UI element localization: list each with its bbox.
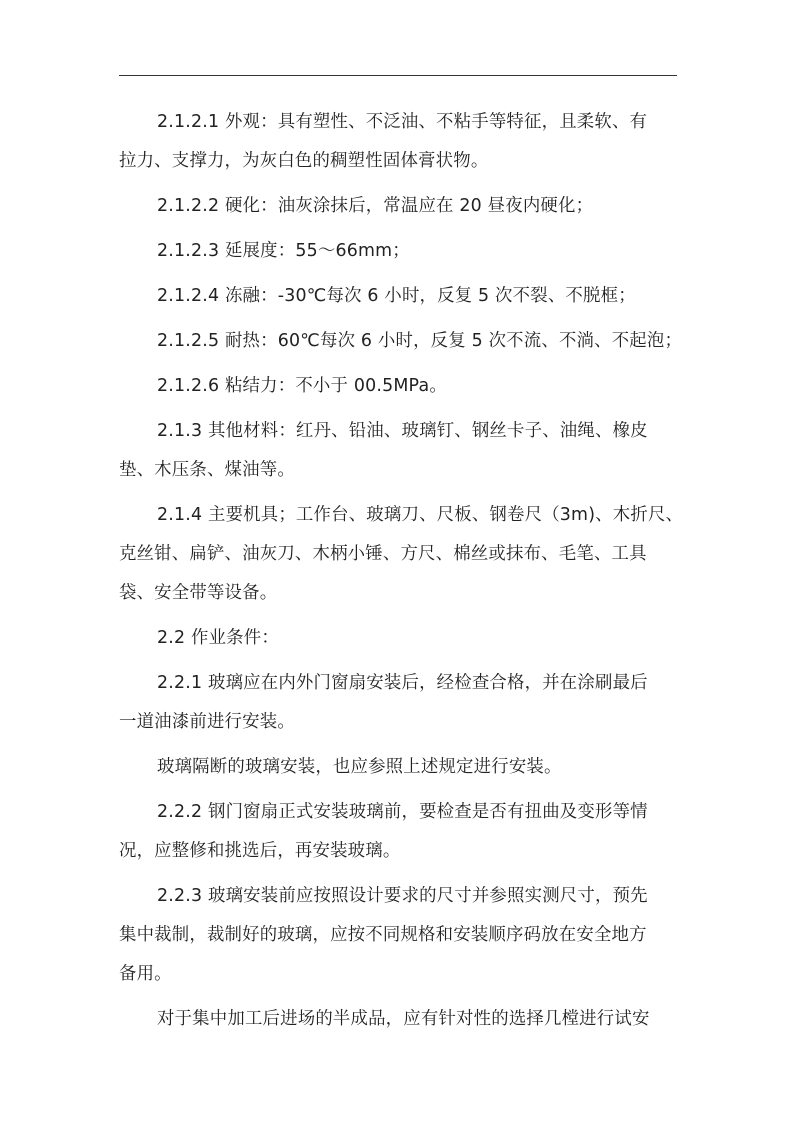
- paragraph-2-2-1: [119, 664, 677, 742]
- paragraph-2-1-2-5: [119, 322, 683, 361]
- paragraph-line: 克丝钳、扁铲、油灰刀、木柄小锤、方尺、棉丝或抹布、毛笔、工具: [119, 544, 647, 564]
- paragraph-2-1-4: [119, 496, 684, 613]
- paragraph-line: 2.1.2.4 冻融：-30℃每次 6 小时，反复 5 次不裂、不脱框；: [157, 286, 636, 306]
- paragraph-line: 况，应整修和挑选后，再安装玻璃。: [119, 841, 401, 861]
- paragraph-semi-finished: [119, 1000, 677, 1039]
- paragraph-line: 2.1.2.2 硬化：油灰涂抹后，常温应在 20 昼夜内硬化；: [157, 196, 594, 216]
- paragraph-line: 对于集中加工后进场的半成品，应有针对性的选择几樘进行试安: [157, 1009, 650, 1029]
- paragraph-line: 2.1.3 其他材料：红丹、铅油、玻璃钉、钢丝卡子、油绳、橡皮: [157, 421, 648, 441]
- paragraph-line: 玻璃隔断的玻璃安装，也应参照上述规定进行安装。: [157, 757, 562, 777]
- paragraph-partition: [119, 748, 677, 787]
- paragraph-line: 一道油漆前进行安装。: [119, 712, 295, 732]
- paragraph-line: 2.1.2.6 粘结力：不小于 00.5MPa。: [157, 376, 447, 396]
- paragraph-line: 2.1.4 主要机具；工作台、玻璃刀、尺板、钢卷尺（3m)、木折尺、: [157, 505, 684, 525]
- paragraph-line: 2.2.2 钢门窗扇正式安装玻璃前，要检查是否有扭曲及变形等情: [157, 802, 648, 822]
- paragraph-line: 集中裁制，裁制好的玻璃，应按不同规格和安装顺序码放在安全地方: [119, 925, 647, 945]
- paragraph-line: 2.2 作业条件：: [157, 628, 279, 648]
- paragraph-2-1-2-3: [119, 232, 677, 271]
- paragraph-2-1-2-4: [119, 277, 677, 316]
- paragraph-2-1-2-6: [119, 367, 677, 406]
- paragraph-2-1-2-1: [119, 103, 677, 181]
- paragraph-2-1-2-2: [119, 187, 677, 226]
- paragraph-2-2-2: [119, 793, 677, 871]
- paragraph-line: 2.1.2.1 外观：具有塑性、不泛油、不粘手等特征，且柔软、有: [157, 112, 648, 132]
- document-body: [119, 103, 684, 1039]
- header-rule: [119, 75, 677, 76]
- paragraph-line: 2.1.2.3 延展度：55～66mm；: [157, 241, 410, 261]
- paragraph-2-1-3: [119, 412, 677, 490]
- paragraph-line: 2.2.3 玻璃安装前应按照设计要求的尺寸并参照实测尺寸，预先: [157, 886, 648, 906]
- paragraph-line: 垫、木压条、煤油等。: [119, 460, 295, 480]
- paragraph-line: 袋、安全带等设备。: [119, 583, 278, 603]
- paragraph-line: 2.1.2.5 耐热：60℃每次 6 小时，反复 5 次不流、不淌、不起泡；: [157, 331, 683, 351]
- paragraph-2-2: [119, 619, 677, 658]
- paragraph-line: 2.2.1 玻璃应在内外门窗扇安装后，经检查合格，并在涂刷最后: [157, 673, 648, 693]
- paragraph-line: 备用。: [119, 964, 172, 984]
- paragraph-line: 拉力、支撑力，为灰白色的稠塑性固体膏状物。: [119, 151, 489, 171]
- paragraph-2-2-3: [119, 877, 677, 994]
